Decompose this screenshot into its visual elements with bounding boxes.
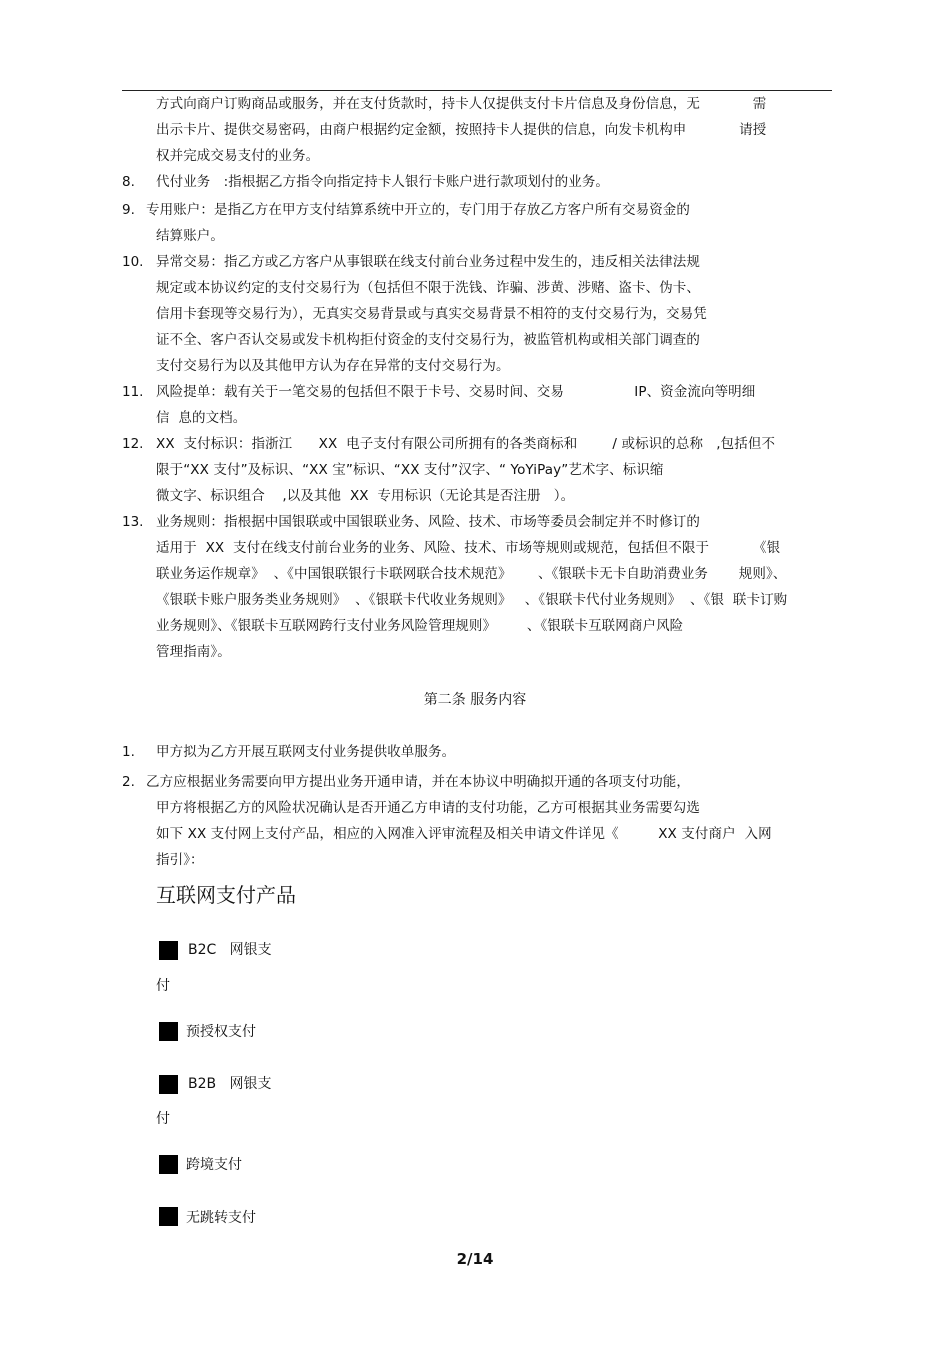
paragraph-line: 权并完成交易支付的业务。 xyxy=(156,148,320,164)
item-text: 信 息的文档。 xyxy=(156,410,247,426)
item-text: 代付业务 :指根据乙方指令向指定持卡人银行卡账户进行款项划付的业务。 xyxy=(156,174,610,190)
item-number: 13. xyxy=(122,514,144,530)
item-text: 业务规则：指根据中国银联或中国银联业务、风险、技术、市场等委员会制定并不时修订的 xyxy=(156,514,700,530)
item-text: 如下 XX 支付网上支付产品，相应的入网准入评审流程及相关申请文件详见《 XX 支付商户 入网 xyxy=(156,826,772,842)
item-number: 11. xyxy=(122,384,144,400)
item-text: 适用于 XX 支付在线支付前台业务的业务、风险、技术、市场等规则或规范，包括但不限于 《银 xyxy=(156,540,781,556)
checkbox-nojump[interactable] xyxy=(159,1207,178,1226)
item-number: 12. xyxy=(122,436,144,452)
page-number: 2/14 xyxy=(456,1250,494,1268)
item-text: 证不全、客户否认交易或发卡机构拒付资金的支付交易行为，被监管机构或相关部门调查的 xyxy=(156,332,700,348)
product-label-wrap: 付 xyxy=(156,978,170,994)
item-text: 乙方应根据业务需要向甲方提出业务开通申请，并在本协议中明确拟开通的各项支付功能， xyxy=(146,774,690,790)
item-text: 信用卡套现等交易行为），无真实交易背景或与真实交易背景不相符的支付交易行为，交易凭 xyxy=(156,306,707,322)
item-number: 10. xyxy=(122,254,144,270)
item-text: 异常交易：指乙方或乙方客户从事银联在线支付前台业务过程中发生的，违反相关法律法规 xyxy=(156,254,700,270)
item-text: 甲方将根据乙方的风险状况确认是否开通乙方申请的支付功能，乙方可根据其业务需要勾选 xyxy=(156,800,700,816)
item-text: 联业务运作规章》 、《中国银联银行卡联网联合技术规范》 、《银联卡无卡自助消费业务 规则》、 xyxy=(156,566,787,582)
product-label-wrap: 付 xyxy=(156,1111,170,1127)
item-text: 《银联卡账户服务类业务规则》 、《银联卡代收业务规则》 、《银联卡代付业务规则》 、《银 联卡订购 xyxy=(156,592,788,608)
item-text: 指引》： xyxy=(156,852,204,868)
item-number: 8. xyxy=(122,174,135,190)
item-text: 限于“XX 支付”及标识、“XX 宝”标识、“XX 支付”汉字、“ YoYiPay”艺术字、标识缩 xyxy=(156,462,664,478)
product-label: B2B 网银支 xyxy=(188,1076,272,1092)
header-rule xyxy=(122,90,832,91)
item-text: XX 支付标识：指浙江 XX 电子支付有限公司所拥有的各类商标和 / 或标识的总称 ,包括但不 xyxy=(156,436,776,452)
item-text: 微文字、标识组合 ,以及其他 XX 专用标识（无论其是否注册 ）。 xyxy=(156,488,575,504)
product-label: 无跳转支付 xyxy=(186,1210,256,1226)
checkbox-b2b[interactable] xyxy=(159,1075,178,1094)
product-label: B2C 网银支 xyxy=(188,942,272,958)
item-number: 9. xyxy=(122,202,135,218)
item-text: 风险提单：载有关于一笔交易的包括但不限于卡号、交易时间、交易 IP、资金流向等明细 xyxy=(156,384,756,400)
product-label: 预授权支付 xyxy=(186,1024,256,1040)
item-number: 2. xyxy=(122,774,135,790)
item-text: 业务规则》、《银联卡互联网跨行支付业务风险管理规则》 、《银联卡互联网商户风险 xyxy=(156,618,684,634)
item-text: 专用账户：是指乙方在甲方支付结算系统中开立的，专门用于存放乙方客户所有交易资金的 xyxy=(146,202,690,218)
item-text: 管理指南》。 xyxy=(156,644,231,660)
products-title: 互联网支付产品 xyxy=(156,883,296,907)
product-label: 跨境支付 xyxy=(186,1157,242,1173)
checkbox-b2c[interactable] xyxy=(159,941,178,960)
paragraph-line: 方式向商户订购商品或服务，并在支付货款时，持卡人仅提供支付卡片信息及身份信息，无 需 xyxy=(156,96,767,112)
checkbox-crossborder[interactable] xyxy=(159,1155,178,1174)
item-text: 甲方拟为乙方开展互联网支付业务提供收单服务。 xyxy=(156,744,456,760)
section-heading: 第二条 服务内容 xyxy=(423,692,527,708)
item-text: 结算账户。 xyxy=(156,228,224,244)
checkbox-preauth[interactable] xyxy=(159,1022,178,1041)
paragraph-line: 出示卡片、提供交易密码，由商户根据约定金额，按照持卡人提供的信息，向发卡机构申 请授 xyxy=(156,122,767,138)
item-text: 规定或本协议约定的支付交易行为（包括但不限于洗钱、诈骗、涉黄、涉赌、盗卡、伪卡、 xyxy=(156,280,700,296)
item-number: 1. xyxy=(122,744,135,760)
item-text: 支付交易行为以及其他甲方认为存在异常的支付交易行为。 xyxy=(156,358,510,374)
